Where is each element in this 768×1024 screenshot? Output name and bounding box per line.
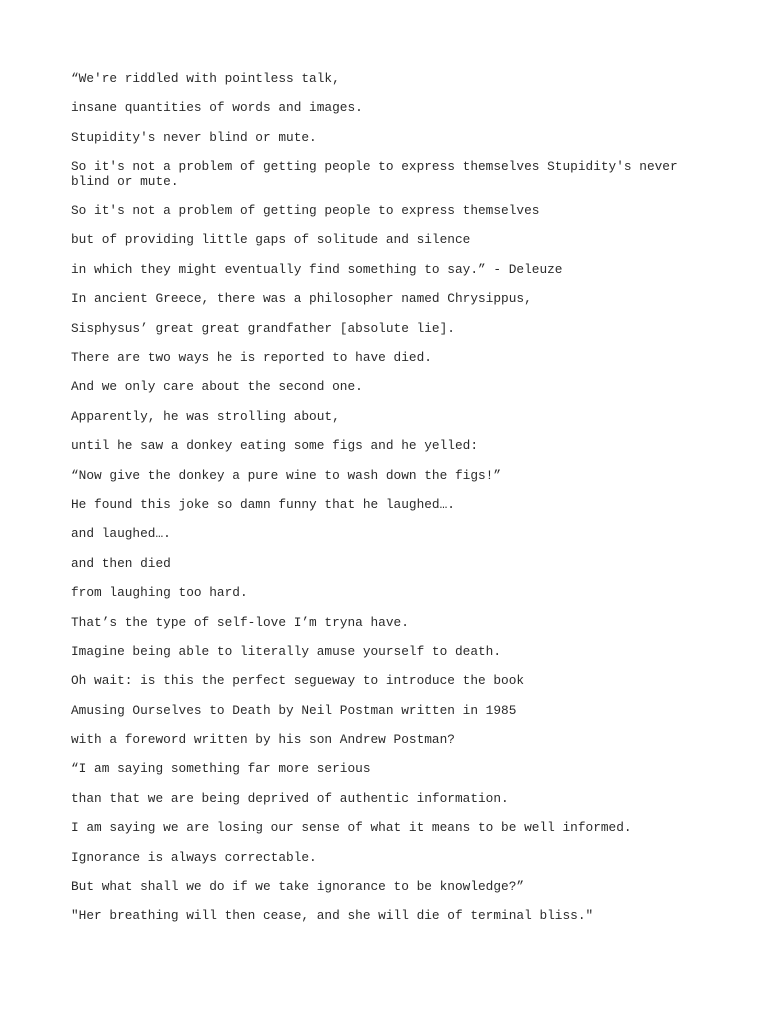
paragraph: I am saying we are losing our sense of what it means to be well informed. (71, 820, 632, 836)
paragraph: That’s the type of self-love I’m tryna have. (71, 614, 409, 630)
document-page (71, 72, 701, 939)
paragraph: Stupidity's never blind or mute. (71, 129, 317, 145)
paragraph: And we only care about the second one. (71, 379, 363, 395)
paragraph: He found this joke so damn funny that he laughed…. (71, 496, 455, 512)
paragraph: but of providing little gaps of solitude and silence (71, 232, 471, 248)
paragraph: “Now give the donkey a pure wine to wash down the figs!” (71, 467, 502, 483)
paragraph: Sisphysus’ great great grandfather [absolute lie]. (71, 320, 455, 336)
paragraph: “We're riddled with pointless talk, (71, 71, 340, 86)
paragraph: Oh wait: is this the perfect segueway to introduce the book (71, 673, 525, 689)
paragraph: insane quantities of words and images. (71, 100, 363, 116)
paragraph: "Her breathing will then cease, and she will die of terminal bliss." (71, 908, 594, 924)
paragraph: “I am saying something far more serious (71, 761, 371, 777)
paragraph: with a foreword written by his son Andrew Postman? (71, 732, 455, 748)
paragraph: in which they might eventually find something to say.” - Deleuze (71, 261, 563, 277)
paragraph: Apparently, he was strolling about, (71, 408, 340, 424)
paragraph: So it's not a problem of getting people to express themselves Stupidity's never blind or mute. (71, 159, 686, 189)
paragraph: Imagine being able to literally amuse yourself to death. (71, 643, 502, 659)
paragraph: and laughed…. (71, 526, 171, 542)
paragraph: Ignorance is always correctable. (71, 849, 317, 865)
paragraph: Amusing Ourselves to Death by Neil Postman written in 1985 (71, 702, 517, 718)
paragraph: So it's not a problem of getting people to express themselves (71, 203, 540, 219)
paragraph: than that we are being deprived of authentic information. (71, 790, 509, 806)
paragraph: There are two ways he is reported to have died. (71, 350, 432, 366)
paragraph: and then died (71, 555, 171, 571)
paragraph: until he saw a donkey eating some figs and he yelled: (71, 438, 479, 454)
paragraph: But what shall we do if we take ignorance to be knowledge?” (71, 879, 525, 895)
paragraph: In ancient Greece, there was a philosopher named Chrysippus, (71, 291, 532, 307)
paragraph: from laughing too hard. (71, 585, 248, 601)
